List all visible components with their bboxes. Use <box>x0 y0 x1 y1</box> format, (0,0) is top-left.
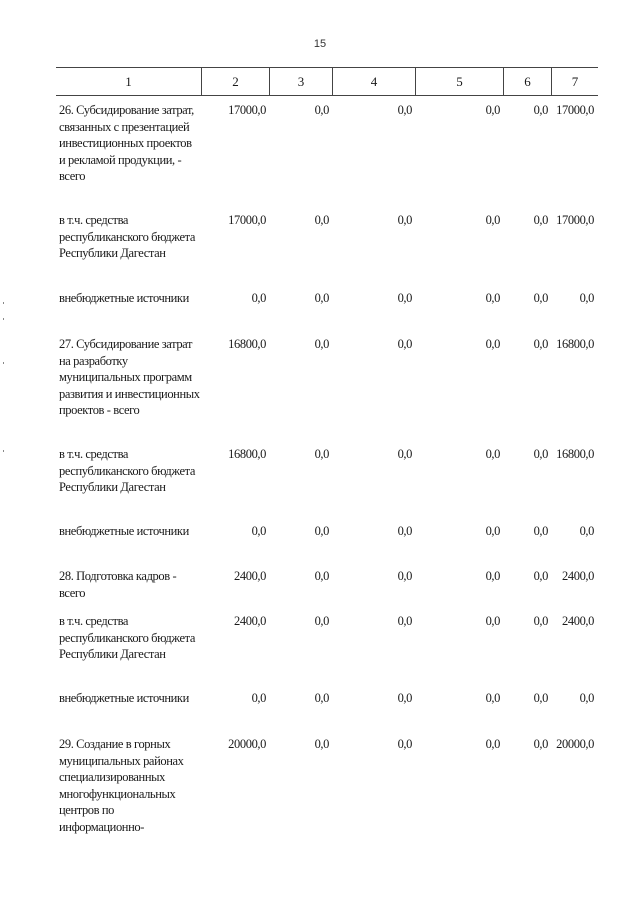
header-col-4: 4 <box>333 68 416 95</box>
row-value-col-5: 0,0 <box>485 213 500 227</box>
scan-speck <box>3 318 4 320</box>
table-row <box>56 212 598 262</box>
row-value-col-7: 16800,0 <box>556 447 594 461</box>
row-value-col-5: 0,0 <box>485 691 500 705</box>
scan-speck <box>3 362 4 364</box>
row-value-col-5: 0,0 <box>485 291 500 305</box>
row-value-col-3: 0,0 <box>314 291 329 305</box>
row-value-col-3: 0,0 <box>314 524 329 538</box>
row-name: внебюджетные источники <box>59 691 189 705</box>
row-value-col-4: 0,0 <box>397 447 412 461</box>
row-value-col-2: 0,0 <box>251 291 266 305</box>
row-value-col-3: 0,0 <box>314 614 329 628</box>
row-name: 29. Создание в горных муниципальных районах специализированных многофункциональных центров по информационно- <box>59 737 184 834</box>
table-row <box>56 690 598 707</box>
table-row <box>56 613 598 663</box>
row-value-col-4: 0,0 <box>397 524 412 538</box>
table-row <box>56 102 598 185</box>
row-value-col-7: 0,0 <box>579 291 594 305</box>
row-value-col-4: 0,0 <box>397 737 412 751</box>
page-number: 15 <box>313 38 327 50</box>
header-col-5: 5 <box>416 68 504 95</box>
row-value-col-7: 16800,0 <box>556 337 594 351</box>
row-value-col-3: 0,0 <box>314 569 329 583</box>
row-value-col-6: 0,0 <box>533 213 548 227</box>
row-name: внебюджетные источники <box>59 291 189 305</box>
row-value-col-3: 0,0 <box>314 103 329 117</box>
row-value-col-7: 2400,0 <box>562 614 594 628</box>
row-value-col-2: 17000,0 <box>228 213 266 227</box>
row-value-col-4: 0,0 <box>397 614 412 628</box>
header-col-3: 3 <box>270 68 333 95</box>
row-value-col-7: 17000,0 <box>556 213 594 227</box>
header-col-7: 7 <box>571 73 579 89</box>
row-name: 26. Субсидирование затрат, связанных с презентацией инвестиционных проектов и рекламой продукции, - всего <box>59 103 194 183</box>
row-name: 28. Подготовка кадров - всего <box>59 569 177 600</box>
row-value-col-7: 17000,0 <box>556 103 594 117</box>
row-value-col-7: 0,0 <box>579 691 594 705</box>
scan-speck <box>3 450 4 452</box>
row-value-col-6: 0,0 <box>533 337 548 351</box>
row-name: в т.ч. средства республиканского бюджета Республики Дагестан <box>59 447 195 494</box>
row-value-col-4: 0,0 <box>397 691 412 705</box>
row-value-col-6: 0,0 <box>533 291 548 305</box>
row-value-col-6: 0,0 <box>533 447 548 461</box>
row-value-col-6: 0,0 <box>533 614 548 628</box>
header-col-1: 1 <box>56 68 202 95</box>
row-value-col-4: 0,0 <box>397 337 412 351</box>
row-value-col-2: 2400,0 <box>234 614 266 628</box>
row-value-col-7: 0,0 <box>579 524 594 538</box>
table-row <box>56 336 598 419</box>
row-name: 27. Субсидирование затрат на разработку муниципальных программ развития и инвестиционных проектов - всего <box>59 337 200 417</box>
table-header <box>56 67 598 96</box>
row-value-col-2: 2400,0 <box>234 569 266 583</box>
row-value-col-6: 0,0 <box>533 737 548 751</box>
row-value-col-5: 0,0 <box>485 447 500 461</box>
row-value-col-4: 0,0 <box>397 103 412 117</box>
row-value-col-5: 0,0 <box>485 737 500 751</box>
row-value-col-6: 0,0 <box>533 103 548 117</box>
header-col-6: 6 <box>504 68 552 95</box>
row-value-col-5: 0,0 <box>485 614 500 628</box>
row-value-col-2: 17000,0 <box>228 103 266 117</box>
table-row <box>56 736 598 835</box>
row-value-col-2: 16800,0 <box>228 337 266 351</box>
table-row <box>56 568 598 601</box>
row-value-col-6: 0,0 <box>533 524 548 538</box>
row-name: внебюджетные источники <box>59 524 189 538</box>
row-value-col-7: 20000,0 <box>556 737 594 751</box>
table-row <box>56 290 598 307</box>
row-value-col-3: 0,0 <box>314 691 329 705</box>
row-value-col-5: 0,0 <box>485 524 500 538</box>
row-value-col-5: 0,0 <box>485 337 500 351</box>
table-row <box>56 523 598 540</box>
row-value-col-7: 2400,0 <box>562 569 594 583</box>
row-value-col-3: 0,0 <box>314 213 329 227</box>
row-value-col-2: 0,0 <box>251 524 266 538</box>
scan-speck <box>3 302 4 304</box>
table-row <box>56 446 598 496</box>
row-value-col-2: 20000,0 <box>228 737 266 751</box>
row-value-col-6: 0,0 <box>533 691 548 705</box>
row-value-col-3: 0,0 <box>314 737 329 751</box>
row-value-col-6: 0,0 <box>533 569 548 583</box>
row-value-col-2: 0,0 <box>251 691 266 705</box>
row-value-col-3: 0,0 <box>314 447 329 461</box>
row-value-col-5: 0,0 <box>485 103 500 117</box>
row-value-col-4: 0,0 <box>397 569 412 583</box>
row-value-col-4: 0,0 <box>397 291 412 305</box>
row-value-col-5: 0,0 <box>485 569 500 583</box>
row-value-col-2: 16800,0 <box>228 447 266 461</box>
header-col-2: 2 <box>202 68 270 95</box>
row-name: в т.ч. средства республиканского бюджета Республики Дагестан <box>59 213 195 260</box>
row-value-col-3: 0,0 <box>314 337 329 351</box>
row-name: в т.ч. средства республиканского бюджета Республики Дагестан <box>59 614 195 661</box>
row-value-col-4: 0,0 <box>397 213 412 227</box>
